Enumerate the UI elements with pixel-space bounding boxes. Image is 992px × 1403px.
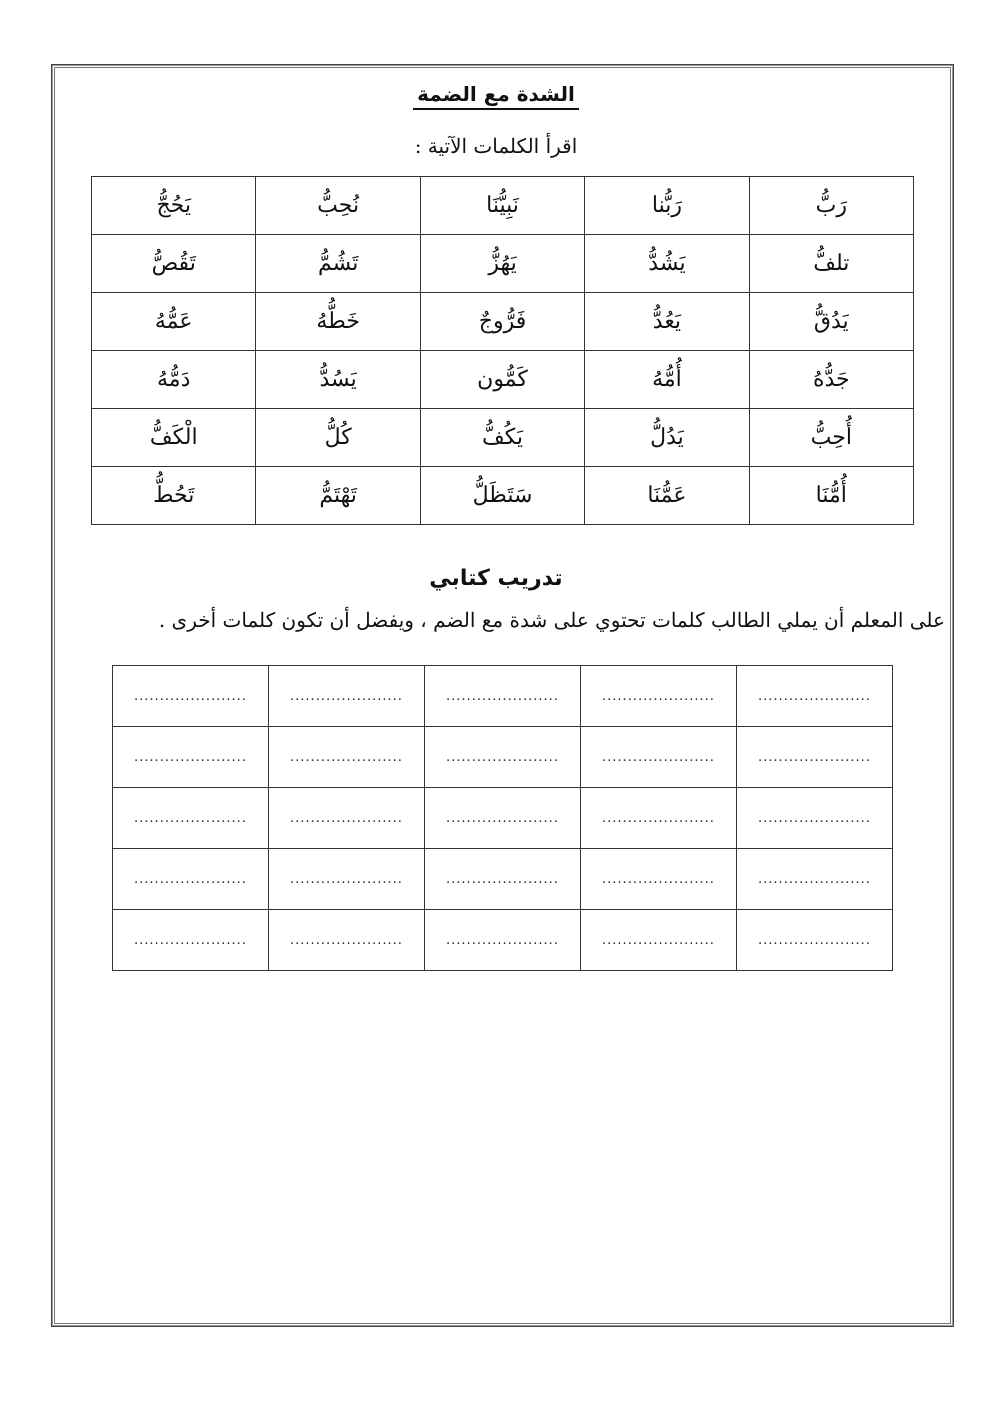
blank-row [113,849,893,910]
word-cell: يَسُدُّ [256,351,420,409]
blank-cell[interactable]: ...................... [581,849,737,910]
blank-cell[interactable]: ...................... [581,910,737,971]
blank-cell[interactable]: ...................... [737,727,893,788]
worksheet-title-text: الشدة مع الضمة [413,82,579,110]
blank-cell[interactable]: ...................... [269,849,425,910]
word-cell: يَدُلُّ [585,409,749,467]
blank-cell[interactable]: ...................... [425,666,581,727]
word-cell: نَبِيُّنَا [420,177,584,235]
word-cell: كَمُّون [420,351,584,409]
word-cell: عَمُّنَا [585,467,749,525]
reading-words-table [91,176,914,525]
blank-cell[interactable]: ...................... [269,788,425,849]
word-row [92,467,914,525]
blank-cell[interactable]: ...................... [425,849,581,910]
word-cell: دَمُّهُ [92,351,256,409]
word-cell: رَبُّنا [585,177,749,235]
word-row [92,293,914,351]
blank-cell[interactable]: ...................... [269,666,425,727]
word-cell: أُمُّنَا [749,467,913,525]
word-cell: تلفُّ [749,235,913,293]
word-row [92,177,914,235]
blank-cell[interactable]: ...................... [113,910,269,971]
blank-cell[interactable]: ...................... [737,910,893,971]
word-cell: يَشُدُّ [585,235,749,293]
blank-cell[interactable]: ...................... [269,727,425,788]
reading-instruction: اقرأ الكلمات الآتية : [414,134,578,158]
blank-row [113,666,893,727]
blank-cell[interactable]: ...................... [113,727,269,788]
word-cell: عَمُّهُ [92,293,256,351]
blank-cell[interactable]: ...................... [737,788,893,849]
blank-cell[interactable]: ...................... [737,849,893,910]
blank-cell[interactable]: ...................... [269,910,425,971]
worksheet-title [0,82,992,106]
word-cell: سَتَظَلُّ [420,467,584,525]
word-cell: خَطُّهُ [256,293,420,351]
word-cell: تَقُصُّ [92,235,256,293]
word-cell: فَرُّوجٌ [420,293,584,351]
word-cell: رَبُّ [749,177,913,235]
blank-cell[interactable]: ...................... [581,727,737,788]
word-cell: تَهْتَمُّ [256,467,420,525]
word-cell: نُحِبُّ [256,177,420,235]
blank-row [113,910,893,971]
blank-cell[interactable]: ...................... [425,788,581,849]
blank-row [113,727,893,788]
word-row [92,351,914,409]
blank-cell[interactable]: ...................... [581,666,737,727]
word-cell: كُلُّ [256,409,420,467]
writing-section-title: تدريب كتابي [429,566,563,591]
word-cell: أُحِبُّ [749,409,913,467]
word-cell: يَحُجُّ [92,177,256,235]
blank-cell[interactable]: ...................... [425,910,581,971]
blank-cell[interactable]: ...................... [113,849,269,910]
word-cell: يَدُقُّ [749,293,913,351]
blank-cell[interactable]: ...................... [113,666,269,727]
writing-blanks-table [112,665,893,971]
word-row [92,409,914,467]
word-cell: الْكَفُّ [92,409,256,467]
word-cell: تَشُمُّ [256,235,420,293]
word-cell: يَكُفُّ [420,409,584,467]
blank-cell[interactable]: ...................... [581,788,737,849]
word-cell: يَعُدُّ [585,293,749,351]
blank-cell[interactable]: ...................... [425,727,581,788]
blank-row [113,788,893,849]
word-cell: جَدُّهُ [749,351,913,409]
teacher-note: على المعلم أن يملي الطالب كلمات تحتوي على شدة مع الضم ، ويفضل أن تكون كلمات أخرى . [158,608,945,632]
blank-cell[interactable]: ...................... [737,666,893,727]
word-row [92,235,914,293]
word-cell: يَهُزُّ [420,235,584,293]
word-cell: تَحُطُّ [92,467,256,525]
blank-cell[interactable]: ...................... [113,788,269,849]
word-cell: أُمُّهُ [585,351,749,409]
